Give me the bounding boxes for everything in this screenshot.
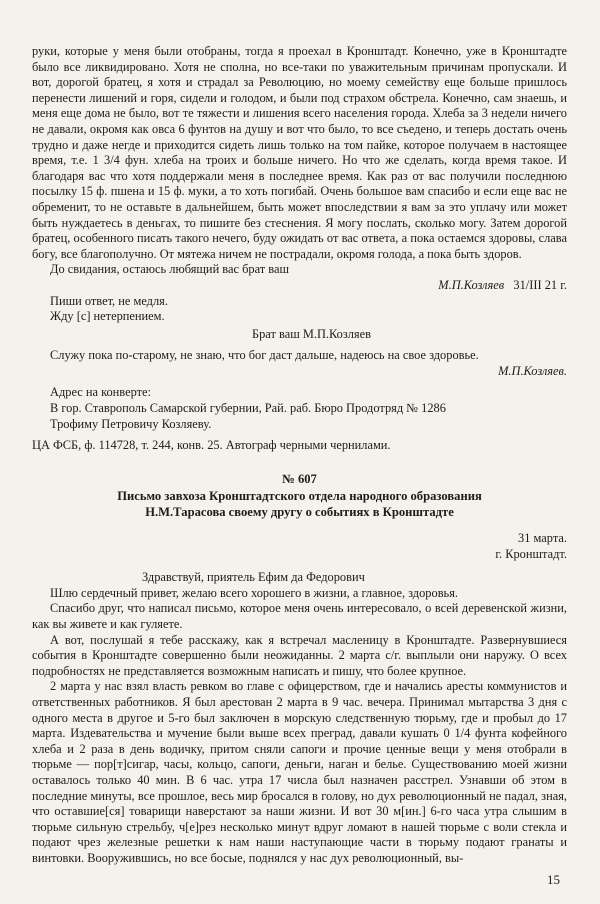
date-line: 31 марта. xyxy=(518,531,567,546)
signature-line-3: М.П.Козляев. xyxy=(498,363,567,378)
signature-line-1 xyxy=(32,278,567,294)
postscript-block xyxy=(32,294,567,325)
document-number: № 607 xyxy=(282,471,317,486)
postscript-2: Служу пока по-старому, не знаю, что бог даст дальше, надеюсь на свое здоровье. xyxy=(50,348,479,363)
postscript-line: Пиши ответ, не медля. xyxy=(50,293,168,308)
letter-paragraph: Шлю сердечный привет, желаю всего хорошего в жизни, а главное, здоровья. xyxy=(50,585,458,600)
place-line: г. Кронштадт. xyxy=(495,546,567,561)
letter-paragraph: руки, которые у меня были отобраны, тогда я проехал в Кронштадт. Конечно, уже в Кронштадте было все ликвидировано. Хотя не сполна, но все-таки по уважительным причинам пропускали. И вот, дорогой братец, я хотя и страдал за Революцию, но моему семейству еще больше пришлось перенести лишений и горя, сидели и голодом, и были под страхом обстрела. Конечно, сам знаешь, и меня еще дома не было, вот те тяжести и лишения всего населения города. Хлеба за 3 недели ничего не давали, окромя как овса 6 фунтов на душу и вот что было, то все съедено, и теперь достать очень трудно и даже негде и приходится сидеть лишь только на том пайке, которое получаем в настоящее время, т.е. 1 3/4 фун. хлеба на троих и больше ничего. Но что же сделать, когда время такое. И благодаря вас что хотя поддержали меня в последнее время. Как раз от вас получили последнюю посылку 15 ф. пшена и 15 ф. муки, а то хоть погибай. Очень большое вам спасибо и если еще вас не обременит, то не оставьте в дальнейшем, быть может впоследствии я вам за это уплачу или может быть нуждаетесь в деньгах, то пишите без стеснения. Я могу послать, сколько могу. Затем дорогой братец, особенного писать такого нечего, буду ожидать от вас ответа, а пока остаемся здоровы, слава богу, все благополучно. От мятежа ничем не пострадали, окромя голода, а пока быть здоров. xyxy=(32,44,567,261)
greeting: Здравствуй, приятель Ефим да Федорович xyxy=(142,570,365,585)
document-title-1: Письмо завхоза Кронштадтского отдела народного образования xyxy=(117,489,482,504)
letter-paragraph: 2 марта у нас взял власть ревком во главе с офицерством, где и начались аресты коммунистов и ответственных работников. Я был арестован 2 марта в 9 час. вечера. Принимал мытарства 3 дня с одного места в другое и 5-го был заключен в морскую следственную тюрьму, где и пробыл до 17 марта. Издевательства и мучение были выше всех преград, давали кушать 0 1/4 фунта кофейного хлеба и 2 раза в день водичку, притом сняли сапоги и прочие ценные вещи у меня отобрали в тюрьме — пор[т]сигар, часы, кольцо, сапоги, деньги, наган и белье. Существованию моей жизни оставалось только 40 мин. В 6 час. утра 17 числа был назначен расстрел. Узнавши об этом в последние минуты, все прошлое, весь мир бросался в голову, но дух революционный не падал, зная, что оставшие[ся] товарищи наверстают за наши жизни. И вот 30 м[ин.] 6-го часа утра слышим в тюрьме сильную стрельбу, ч[е]рез несколько минут вдруг ломают в нашей тюрьме с воли стекла и подают чрез железные решетки к нам наши наступающие части в тюрьму подают гранаты и винтовки. Вооружившись, но все босые, поднялся у нас дух революционный, вы- xyxy=(32,679,567,865)
envelope-line: Адрес на конверте: xyxy=(50,385,151,400)
postscript-line: Жду [с] нетерпением. xyxy=(50,309,165,324)
signature-line-2: Брат ваш М.П.Козляев xyxy=(252,326,371,341)
letter-paragraph: Спасибо друг, что написал письмо, которое меня очень интересовало, о всей деревенской жизни, как вы живете и как гуляете. xyxy=(32,601,567,631)
signature-name: М.П.Козляев xyxy=(438,277,505,292)
page-number: 15 xyxy=(547,872,560,887)
envelope-address xyxy=(32,385,567,432)
envelope-line: В гор. Ставрополь Самарской губернии, Рай. раб. Бюро Продотряд № 1286 xyxy=(50,401,446,416)
archive-reference: ЦА ФСБ, ф. 114728, т. 244, конв. 25. Автограф черными чернилами. xyxy=(32,438,391,453)
document-title-2: Н.М.Тарасова своему другу о событиях в Кронштадте xyxy=(145,505,454,520)
letter-paragraph: А вот, послушай я тебе расскажу, как я встречал масленицу в Кронштадте. Развернувшиеся события в Кронштадте совершенно были неожиданны. 2 марта с/г. выплыли они наружу. О всех подробностях не представляется возможным написать и пишу, что более крупное. xyxy=(32,632,567,678)
envelope-line: Трофиму Петровичу Козляеву. xyxy=(50,416,212,431)
signature-date: 31/III 21 г. xyxy=(513,277,567,292)
letter-closing: До свидания, остаюсь любящий вас брат ваш xyxy=(50,262,289,277)
letter-body-1 xyxy=(32,44,567,867)
